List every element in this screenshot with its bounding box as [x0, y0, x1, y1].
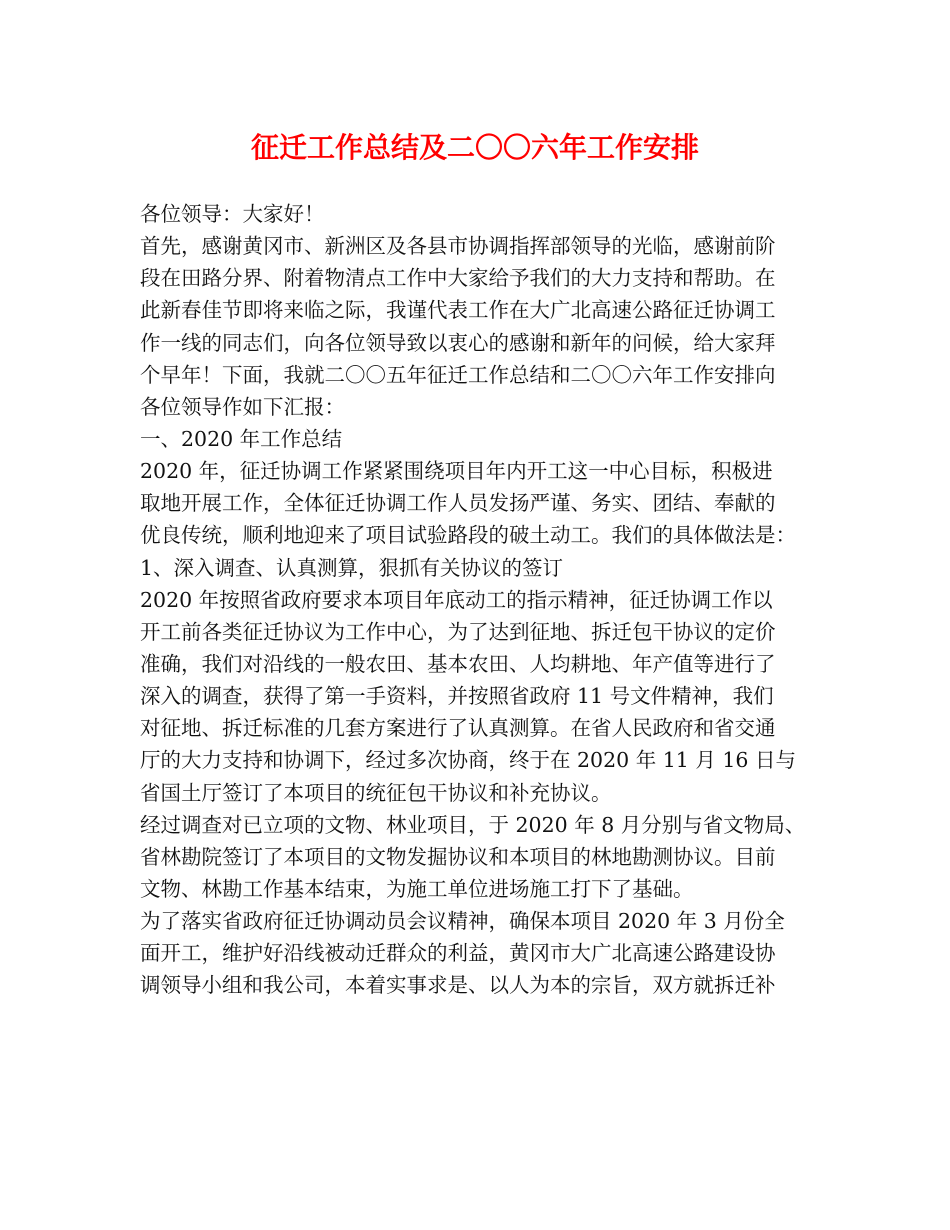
- document-body: [140, 198, 860, 1002]
- paragraph-line: 调领导小组和我公司，本着实事求是、以人为本的宗旨，双方就拆迁补: [140, 973, 776, 998]
- paragraph-line: 厅的大力支持和协调下，经过多次协商，终于在 2020 年 11 月 16 日与: [140, 748, 796, 773]
- document-title: 征迁工作总结及二〇〇六年工作安排: [250, 131, 699, 164]
- paragraph-line: 准确，我们对沿线的一般农田、基本农田、人均耕地、年产值等进行了: [140, 651, 776, 676]
- paragraph-line: 文物、林勘工作基本结束，为施工单位进场施工打下了基础。: [140, 876, 694, 901]
- paragraph-line: 首先，感谢黄冈市、新洲区及各县市协调指挥部领导的光临，感谢前阶: [140, 234, 776, 259]
- paragraph-line: 作一线的同志们，向各位领导致以衷心的感谢和新年的问候，给大家拜: [140, 330, 776, 355]
- paragraph-line: 为了落实省政府征迁协调动员会议精神，确保本项目 2020 年 3 月份全: [140, 909, 785, 934]
- paragraph-line: 各位领导作如下汇报：: [140, 394, 345, 419]
- paragraph-line: 个早年！下面，我就二〇〇五年征迁工作总结和二〇〇六年工作安排向: [140, 362, 776, 387]
- paragraph-line: 深入的调查，获得了第一手资料，并按照省政府 11 号文件精神，我们: [140, 684, 774, 709]
- paragraph-line: 1、深入调查、认真测算，狠抓有关协议的签订: [140, 555, 564, 580]
- paragraph-line: 取地开展工作，全体征迁协调工作人员发扬严谨、务实、团结、奉献的: [140, 491, 776, 516]
- paragraph-line: 面开工，维护好沿线被动迁群众的利益，黄冈市大广北高速公路建设协: [140, 941, 776, 966]
- paragraph-line: 开工前各类征迁协议为工作中心，为了达到征地、拆迁包干协议的定价: [140, 619, 776, 644]
- paragraph-line: 优良传统，顺利地迎来了项目试验路段的破土动工。我们的具体做法是：: [140, 523, 796, 548]
- paragraph-line: 经过调查对已立项的文物、林业项目，于 2020 年 8 月分别与省文物局、: [140, 812, 806, 837]
- paragraph-line: 一、2020 年工作总结: [140, 426, 343, 451]
- paragraph-line: 省林勘院签订了本项目的文物发掘协议和本项目的林地勘测协议。目前: [140, 844, 776, 869]
- paragraph-line: 对征地、拆迁标准的几套方案进行了认真测算。在省人民政府和省交通: [140, 716, 776, 741]
- paragraph-line: 段在田路分界、附着物清点工作中大家给予我们的大力支持和帮助。在: [140, 266, 776, 291]
- paragraph-line: 各位领导：大家好！: [140, 202, 325, 226]
- paragraph-line: 2020 年，征迁协调工作紧紧围绕项目年内开工这一中心目标，积极进: [140, 459, 773, 484]
- paragraph-line: 此新春佳节即将来临之际，我谨代表工作在大广北高速公路征迁协调工: [140, 298, 776, 323]
- paragraph-line: 省国土厅签订了本项目的统征包干协议和补充协议。: [140, 780, 612, 805]
- paragraph-line: 2020 年按照省政府要求本项目年底动工的指示精神，征迁协调工作以: [140, 587, 773, 612]
